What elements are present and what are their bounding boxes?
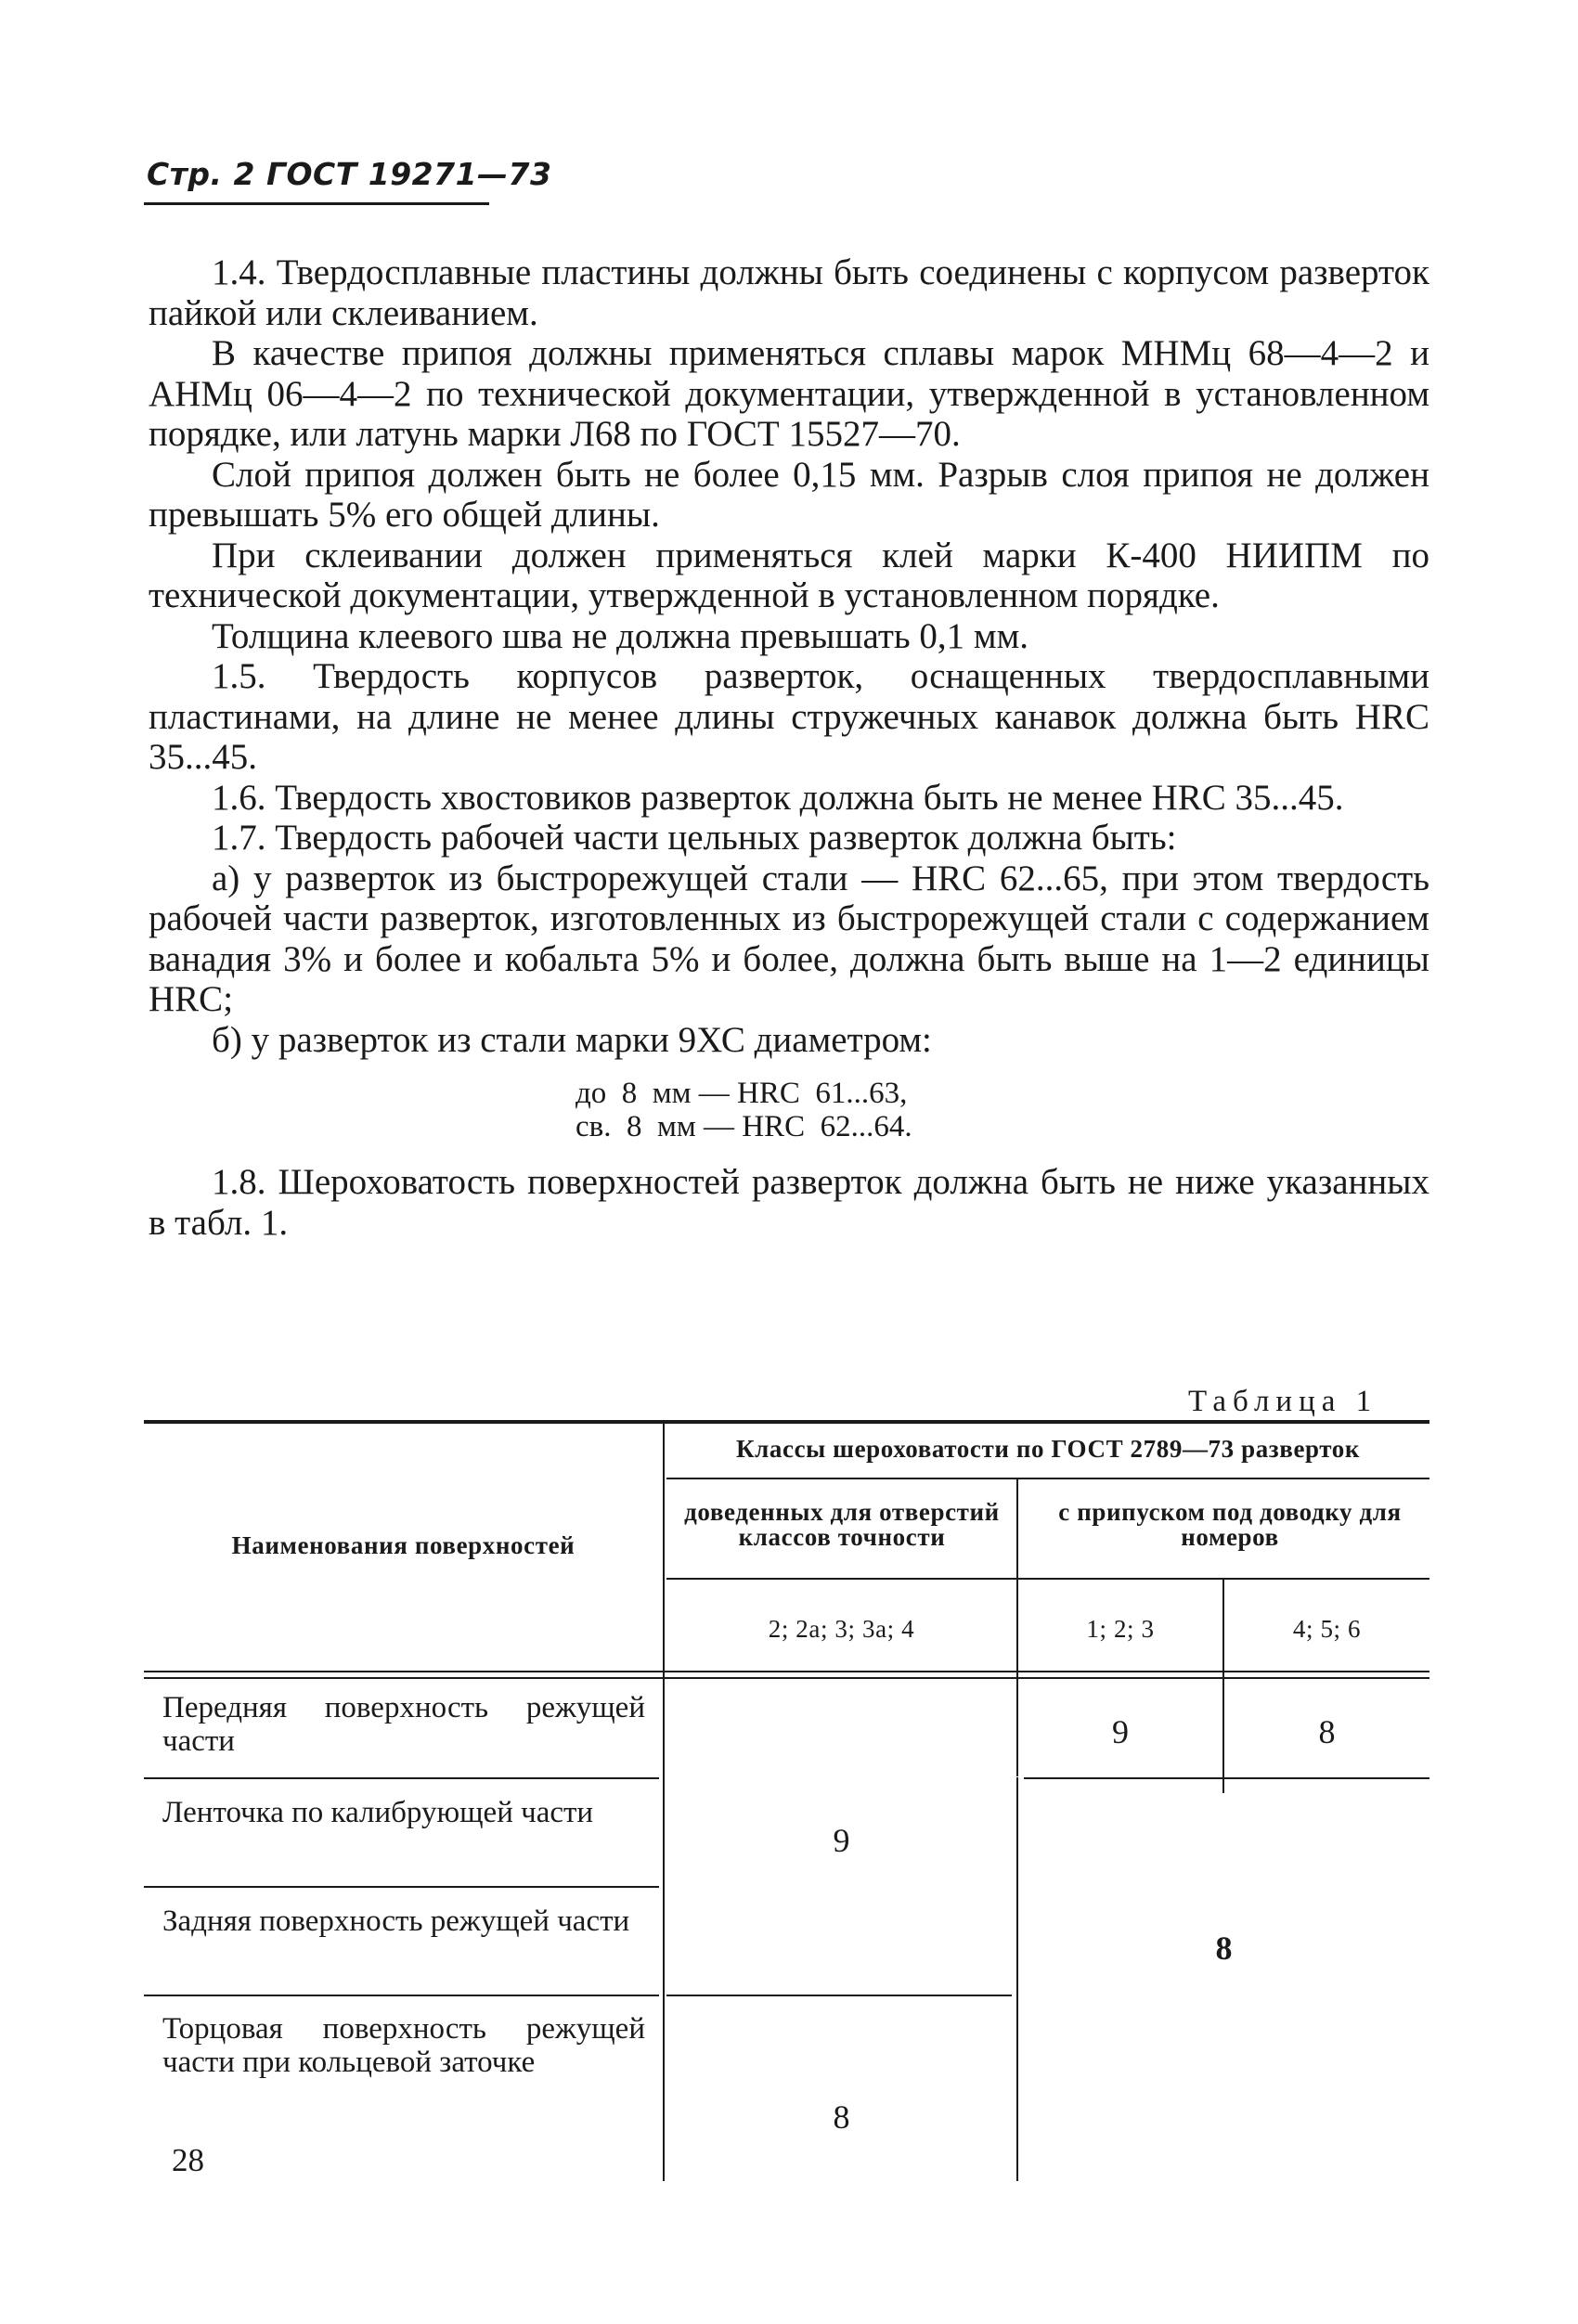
table-cell-value-merged-a: 9 xyxy=(833,1822,850,1859)
table-row-name: Задняя поверхность режущей части xyxy=(162,1904,630,1938)
subheader-allowance-values-2: 4; 5; 6 xyxy=(1292,1615,1362,1643)
table-cell-value: 8 xyxy=(1318,1713,1336,1750)
table-row-name: Торцовая поверхность режущей части при кольцевой заточке xyxy=(162,2012,645,2079)
table-row-rule xyxy=(1024,1777,1429,1779)
table-caption: Таблица 1 xyxy=(1188,1385,1378,1418)
page-header: Стр. 2 ГОСТ 19271—73 xyxy=(147,156,552,192)
paragraph-glue-thickness: Толщина клеевого шва не должна превышать 0,1 мм. xyxy=(212,615,1029,656)
paragraph-1-8: 1.8. Шероховатость поверхностей разверток должна быть не ниже указанных в табл. 1. xyxy=(149,1162,1429,1243)
table-col-rule xyxy=(1222,1578,1224,1793)
table-cell-value: 9 xyxy=(1112,1713,1129,1750)
table-rule xyxy=(666,1478,1429,1479)
column-header-surface: Наименования поверхностей xyxy=(231,1531,576,1559)
paragraph-1-7-a: а) у разверток из быстрорежущей стали — HRC 62...65, при этом твердость рабочей части разверток, изготовленных из быстрорежущей стали с содержанием ванадия 3% и более и кобальта 5% и более, должна быть выше на 1—2 единицы HRC; xyxy=(149,858,1429,1019)
table-rule xyxy=(666,1578,1429,1580)
header-rule xyxy=(144,202,489,205)
table-row-rule xyxy=(144,1995,659,1996)
paragraph-solder-layer: Слой припоя должен быть не более 0,15 мм. Разрыв слоя припоя не должен превышать 5% его общей длины. xyxy=(149,454,1429,535)
group-header: Классы шероховатости по ГОСТ 2789—73 разверток xyxy=(735,1435,1361,1463)
roughness-table xyxy=(144,1420,1429,2209)
paragraph-solder: В качестве припоя должны применяться сплавы марок МНМц 68—4—2 и АНМц 06—4—2 по технической документации, утвержденной в установленном порядке, или латунь марки Л68 по ГОСТ 15527—70. xyxy=(149,333,1429,454)
subheader-finished: доведенных для отверстий классов точности xyxy=(684,1498,1000,1551)
table-row-name: Ленточка по калибрующей части xyxy=(162,1796,594,1829)
page-number: 28 xyxy=(172,2142,204,2178)
hardness-list-item: св. 8 мм — HRC 62...64. xyxy=(576,1110,912,1143)
table-row-rule xyxy=(144,1886,659,1888)
paragraph-1-4: 1.4. Твердосплавные пластины должны быть соединены с корпусом разверток пайкой или склеиванием. xyxy=(149,252,1429,333)
table-col-rule xyxy=(663,1420,665,2181)
table-cell-value: 8 xyxy=(833,2098,850,2136)
subheader-finished-values: 2; 2а; 3; 3а; 4 xyxy=(768,1615,915,1643)
table-header-bottom-rule xyxy=(144,1671,1429,1672)
table-row-name: Передняя поверхность режущей части xyxy=(162,1691,645,1758)
paragraph-1-6: 1.6. Твердость хвостовиков разверток должна быть не менее HRC 35...45. xyxy=(212,777,1344,818)
subheader-allowance-values-1: 1; 2; 3 xyxy=(1086,1615,1155,1643)
table-row-rule xyxy=(666,1995,1012,1996)
paragraph-glue: При склеивании должен применяться клей марки К-400 НИИПМ по технической документации, утвержденной в установленном порядке. xyxy=(149,535,1429,615)
table-cell-value-merged-b: 8 xyxy=(1215,1930,1233,1967)
paragraph-1-5: 1.5. Твердость корпусов разверток, оснащенных твердосплавными пластинами, на длине не менее длины стружечных канавок должна быть HRC 35...45. xyxy=(149,656,1429,777)
hardness-list xyxy=(149,1077,1429,1143)
subheader-allowance: с припуском под доводку для номеров xyxy=(1058,1498,1402,1551)
paragraph-1-7: 1.7. Твердость рабочей части цельных разверток должна быть: xyxy=(212,818,1177,858)
table-col-rule xyxy=(1016,1777,1018,2181)
paragraph-1-7-b: б) у разверток из стали марки 9ХС диаметром: xyxy=(212,1019,932,1060)
table-row-rule xyxy=(144,1777,659,1779)
table-header-bottom-rule xyxy=(144,1677,1429,1679)
body-text xyxy=(149,252,1429,1243)
table-top-rule xyxy=(144,1420,1429,1424)
hardness-list-item: до 8 мм — HRC 61...63, xyxy=(576,1077,908,1110)
